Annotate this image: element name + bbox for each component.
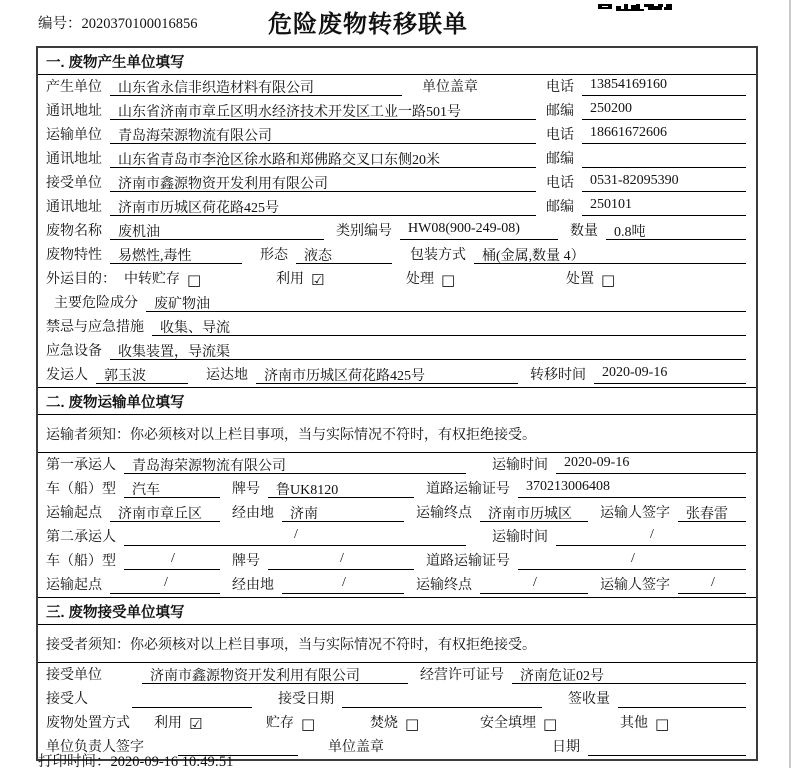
serial-label: 编号：: [38, 16, 82, 32]
disposal-option-label: 贮存: [266, 716, 294, 731]
destination-label: 运达地: [206, 368, 248, 383]
purpose-option-label: 中转贮存: [124, 272, 180, 287]
time1-value: 2020-09-16: [556, 455, 746, 474]
row-transporter-address: [38, 147, 756, 171]
producer-label: 产生单位: [46, 80, 102, 95]
receiver-phone-label: 电话: [546, 176, 574, 191]
row-vehicle-2: [38, 549, 756, 573]
page-title: 危险废物转移联单: [268, 12, 468, 38]
disposal-option-other: [620, 712, 669, 732]
disposal-option-incinerate: [370, 712, 480, 732]
disposal-option-landfill: [480, 712, 620, 732]
row-waste-characteristics: [38, 243, 756, 267]
time2-label: 运输时间: [492, 530, 548, 545]
receipt-qty-value: [618, 689, 746, 708]
checkbox-checked-icon: ☑: [311, 271, 325, 289]
equipment-value: 收集装置，导流渠: [110, 341, 746, 360]
permit1-value: 370213006408: [518, 479, 746, 498]
license-value: 济南危证02号: [512, 665, 746, 684]
transfer-time-value: 2020-09-16: [594, 365, 746, 384]
receiver-address-label: 通讯地址: [46, 200, 102, 215]
transfer-time-label: 转移时间: [530, 368, 586, 383]
destination-value: 济南市历城区荷花路425号: [256, 365, 518, 384]
hazard-value: 废矿物油: [146, 293, 746, 312]
checkbox-unchecked-icon: □: [601, 271, 616, 289]
dest2-label: 运输终点: [416, 578, 472, 593]
carrier1-value: 青岛海荣源物流有限公司: [124, 455, 466, 474]
checkbox-unchecked-icon: □: [301, 715, 316, 733]
receiver-zip-value: 250101: [582, 197, 746, 216]
via1-value: 济南: [282, 503, 404, 522]
section3-header: 三. 废物接受单位填写: [38, 598, 756, 625]
transporter-value: 青岛海荣源物流有限公司: [110, 125, 536, 144]
recipient-value: [132, 689, 252, 708]
transporter-zip-value: [582, 149, 746, 168]
purpose-option-treat: [406, 268, 566, 288]
producer-phone-label: 电话: [546, 80, 574, 95]
responsible-sign-label: 单位负责人签字: [46, 740, 144, 755]
vehicle1-label: 车（船）型: [46, 482, 116, 497]
form-label: 形态: [260, 248, 288, 263]
checkbox-unchecked-icon: □: [543, 715, 558, 733]
producer-address-value: 山东省济南市章丘区明水经济技术开发区工业一路501号: [110, 101, 536, 120]
row-second-carrier: [38, 525, 756, 549]
shipper-value: 郭玉波: [96, 365, 188, 384]
date-label: 日期: [552, 740, 580, 755]
receiver-phone-value: 0531-82095390: [582, 173, 746, 192]
plate1-label: 牌号: [232, 482, 260, 497]
seal-label: 单位盖章: [422, 80, 478, 95]
dest1-label: 运输终点: [416, 506, 472, 521]
origin1-value: 济南市章丘区: [110, 503, 220, 522]
permit2-value: /: [518, 551, 746, 570]
row-producer: [38, 75, 756, 99]
disposal-option-label: 安全填埋: [480, 716, 536, 731]
row-vehicle-1: [38, 477, 756, 501]
receiver-address-value: 济南市历城区荷花路425号: [110, 197, 536, 216]
row-route-1: [38, 501, 756, 525]
checkbox-checked-icon: ☑: [189, 715, 203, 733]
producer-zip-label: 邮编: [546, 104, 574, 119]
row-first-carrier: [38, 453, 756, 477]
receiving-unit-value: 济南市鑫源物资开发利用有限公司: [142, 665, 408, 684]
row-emergency-equipment: [38, 339, 756, 363]
row-recipient: [38, 687, 756, 711]
checkbox-unchecked-icon: □: [441, 271, 456, 289]
purpose-label: 外运目的：: [46, 272, 116, 287]
print-time-value: 2020-09-16 10:49:51: [110, 754, 234, 768]
hazard-label: 主要危险成分: [54, 296, 138, 311]
print-time-label: 打印时间：: [38, 754, 111, 768]
vehicle1-value: 汽车: [124, 479, 220, 498]
document-header: [0, 0, 796, 40]
origin2-value: /: [110, 575, 220, 594]
section-receiver: [38, 597, 756, 759]
packaging-value: 桶(金属,数量 4）: [474, 245, 746, 264]
taboo-value: 收集、导流: [152, 317, 746, 336]
receive-date-label: 接受日期: [278, 692, 334, 707]
checkbox-unchecked-icon: □: [655, 715, 670, 733]
carrier2-label: 第二承运人: [46, 530, 116, 545]
disposal-option-label: 利用: [154, 716, 182, 731]
section-producer: [38, 48, 756, 387]
row-transporter: [38, 123, 756, 147]
vehicle2-value: /: [124, 551, 220, 570]
purpose-option-label: 利用: [276, 272, 304, 287]
transporter-notice: 运输者须知：你必须核对以上栏目事项，当与实际情况不符时，有权拒绝接受。: [38, 415, 756, 453]
form-value: 液态: [296, 245, 392, 264]
row-main-hazard: [38, 291, 756, 315]
row-receiver: [38, 171, 756, 195]
characteristics-value: 易燃性,毒性: [110, 245, 242, 264]
carrier1-label: 第一承运人: [46, 458, 116, 473]
sign2-value: /: [678, 575, 746, 594]
row-receiver-address: [38, 195, 756, 219]
transporter-label: 运输单位: [46, 128, 102, 143]
receive-date-value: [342, 689, 542, 708]
row-waste-name: [38, 219, 756, 243]
permit1-label: 道路运输证号: [426, 482, 510, 497]
plate2-value: /: [268, 551, 414, 570]
receiver-value: 济南市鑫源物资开发利用有限公司: [110, 173, 536, 192]
row-receiving-unit: [38, 663, 756, 687]
row-taboo-measures: [38, 315, 756, 339]
time2-value: /: [556, 527, 746, 546]
license-label: 经营许可证号: [420, 668, 504, 683]
category-value: HW08(900-249-08): [400, 221, 558, 240]
checkbox-unchecked-icon: □: [187, 271, 202, 289]
sign1-value: 张春雷: [678, 503, 746, 522]
receiver-zip-label: 邮编: [546, 200, 574, 215]
section1-header: 一. 废物产生单位填写: [38, 48, 756, 75]
equipment-label: 应急设备: [46, 344, 102, 359]
waste-name-label: 废物名称: [46, 224, 102, 239]
permit2-label: 道路运输证号: [426, 554, 510, 569]
plate1-value: 鲁UK8120: [268, 479, 414, 498]
transfer-form-table: [36, 46, 758, 761]
dest1-value: 济南市历城区: [480, 503, 588, 522]
producer-address-label: 通讯地址: [46, 104, 102, 119]
receiving-unit-label: 接受单位: [46, 668, 102, 683]
row-shipper: [38, 363, 756, 387]
disposal-option-label: 其他: [620, 716, 648, 731]
category-label: 类别编号: [336, 224, 392, 239]
purpose-option-label: 处置: [566, 272, 594, 287]
quantity-label: 数量: [570, 224, 598, 239]
receiver-label: 接受单位: [46, 176, 102, 191]
date-value: [588, 737, 746, 756]
plate2-label: 牌号: [232, 554, 260, 569]
receiver-notice: 接受者须知：你必须核对以上栏目事项，当与实际情况不符时，有权拒绝接受。: [38, 625, 756, 663]
receipt-qty-label: 签收量: [568, 692, 610, 707]
producer-value: 山东省永信非织造材料有限公司: [110, 77, 402, 96]
serial-number: 2020370100016856: [81, 16, 198, 32]
characteristics-label: 废物特性: [46, 248, 102, 263]
via1-label: 经由地: [232, 506, 274, 521]
transporter-zip-label: 邮编: [546, 152, 574, 167]
shipper-label: 发运人: [46, 368, 88, 383]
disposal-option-label: 焚烧: [370, 716, 398, 731]
producer-phone-value: 13854169160: [582, 77, 746, 96]
page-edge-divider: [789, 0, 791, 768]
dest2-value: /: [480, 575, 588, 594]
purpose-option-transfer-storage: [124, 268, 276, 288]
purpose-option-dispose: [566, 268, 615, 288]
recipient-label: 接受人: [46, 692, 88, 707]
origin2-label: 运输起点: [46, 578, 102, 593]
row-producer-address: [38, 99, 756, 123]
via2-label: 经由地: [232, 578, 274, 593]
section-transporter: [38, 387, 756, 597]
vehicle2-label: 车（船）型: [46, 554, 116, 569]
disposal-option-utilize: [154, 712, 266, 732]
packaging-label: 包装方式: [410, 248, 466, 263]
print-time-line: [38, 750, 233, 768]
transporter-phone-label: 电话: [546, 128, 574, 143]
row-route-2: [38, 573, 756, 597]
unit-seal-label: 单位盖章: [328, 740, 384, 755]
disposal-option-storage: [266, 712, 370, 732]
origin1-label: 运输起点: [46, 506, 102, 521]
producer-zip-value: 250200: [582, 101, 746, 120]
qr-code-icon: [598, 0, 672, 18]
section2-header: 二. 废物运输单位填写: [38, 388, 756, 415]
transporter-address-label: 通讯地址: [46, 152, 102, 167]
disposal-label: 废物处置方式: [46, 716, 130, 731]
sign2-label: 运输人签字: [600, 578, 670, 593]
taboo-label: 禁忌与应急措施: [46, 320, 144, 335]
sign1-label: 运输人签字: [600, 506, 670, 521]
row-disposal-method: [38, 711, 756, 735]
transporter-address-value: 山东省青岛市李沧区徐水路和郑佛路交叉口东侧20米: [110, 149, 536, 168]
via2-value: /: [282, 575, 404, 594]
transporter-phone-value: 18661672606: [582, 125, 746, 144]
purpose-option-label: 处理: [406, 272, 434, 287]
checkbox-unchecked-icon: □: [405, 715, 420, 733]
carrier2-value: /: [124, 527, 466, 546]
waste-name-value: 废机油: [110, 221, 324, 240]
quantity-value: 0.8吨: [606, 221, 746, 240]
time1-label: 运输时间: [492, 458, 548, 473]
purpose-option-utilize: [276, 268, 406, 288]
row-transport-purpose: [38, 267, 756, 291]
